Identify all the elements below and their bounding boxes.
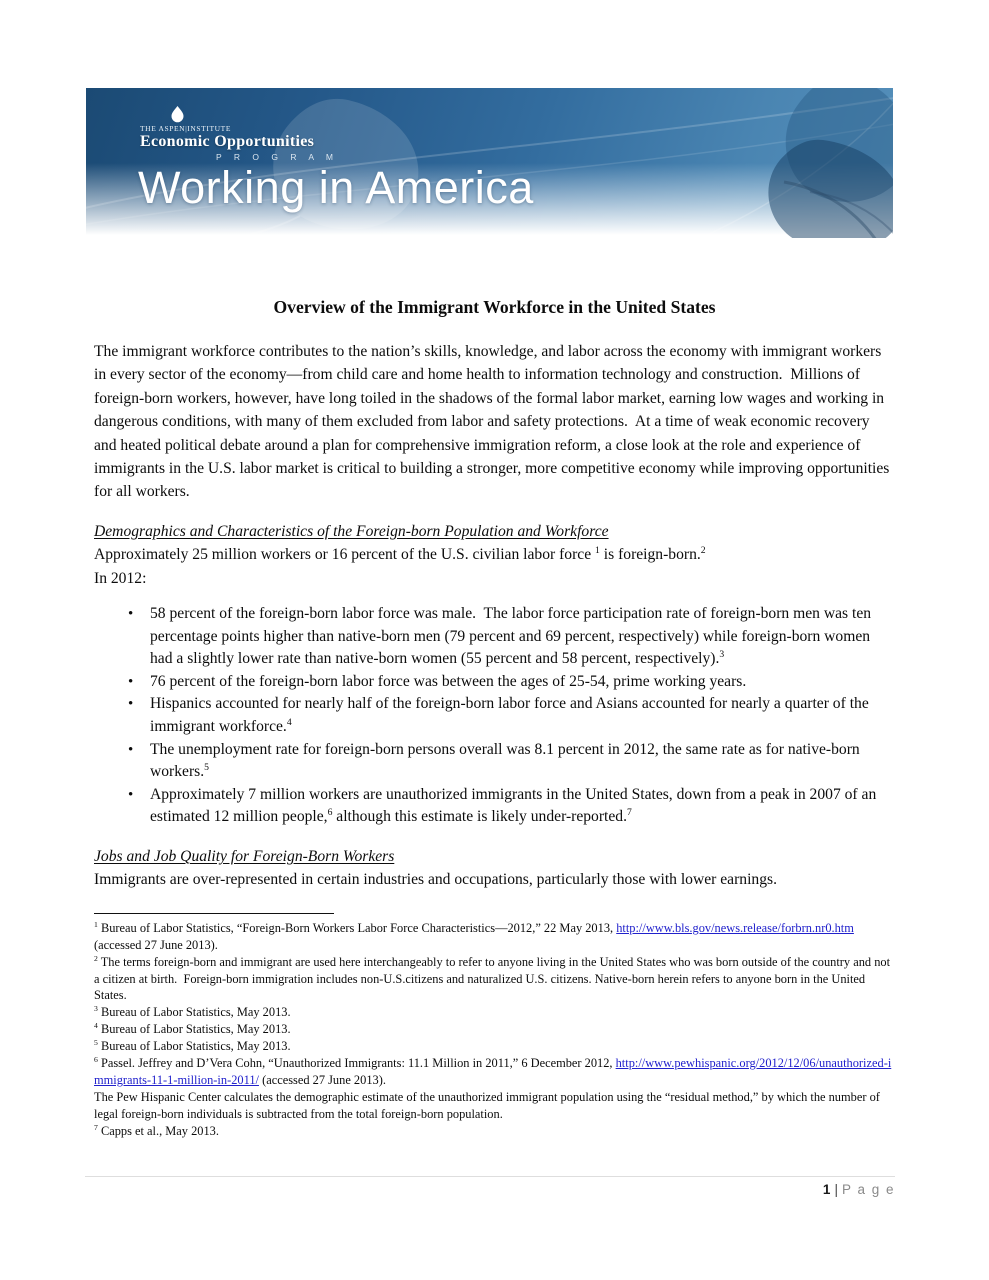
page-number: 1 — [822, 1182, 831, 1197]
logo-program-word: P R O G R A M — [216, 151, 338, 162]
footnote-reference: 2 — [700, 545, 706, 557]
section-heading-jobs: Jobs and Job Quality for Foreign-Born Workers — [94, 848, 395, 865]
list-item: • 76 percent of the foreign-born labor force was between the ages of 25-54, prime working years. — [122, 671, 895, 694]
footnote-reference: 2 — [94, 953, 98, 963]
section2-text: Immigrants are over-represented in certain industries and occupations, particularly those with lower earnings. — [94, 871, 777, 889]
footer-divider: | — [834, 1182, 838, 1197]
logo-program-name: Economic Opportunities — [140, 132, 315, 150]
footnote-reference: 6 — [94, 1054, 98, 1064]
hyperlink[interactable]: http://www.pewhispanic.org/2012/12/06/unauthorized-immigrants-11-1-million-in-2011/ — [94, 1056, 892, 1087]
banner-title: Working in America — [138, 162, 534, 213]
footnote-reference: 4 — [94, 1021, 98, 1031]
header-banner — [86, 88, 893, 238]
intro-paragraph: The immigrant workforce contributes to the nation’s skills, knowledge, and labor across the economy with immigrant workers in every sector of the economy—from child care and home health to information technology and construction. Millions of foreign-born workers, however, have long toiled in the shadows of the formal labor market, earning low wages and working in dangerous conditions, with many of them excluded from labor and safety protections. At a time of weak economic recovery and heated political debate around a plan for comprehensive immigration reform, a close look at the role and experience of immigrants in the U.S. labor market is critical to building a stronger, more competitive economy while improving opportunities for all workers. — [94, 343, 894, 501]
document-body — [94, 238, 895, 1140]
footnote-reference: 5 — [94, 1038, 98, 1048]
hyperlink[interactable]: http://www.bls.gov/news.release/forbrn.nr0.htm — [616, 920, 854, 935]
footnote-reference: 7 — [94, 1122, 98, 1132]
footnote: $^5$ Bureau of Labor Statistics, May 2013. — [94, 1038, 291, 1054]
footnote-reference: 6 — [327, 807, 333, 819]
leaf-stem — [226, 216, 300, 238]
in-2012-label: In 2012: — [94, 569, 147, 587]
page-title: Overview of the Immigrant Workforce in the United States — [273, 297, 716, 317]
section1-lead: Approximately 25 million workers or 16 percent of the U.S. civilian labor force $^1$ is foreign-born.$^2$ — [94, 545, 706, 564]
page-footer — [85, 1176, 895, 1197]
list-item: • Approximately 7 million workers are unauthorized immigrants in the United States, down from a peak in 2007 of an estimated 12 million people,$^6$ although this estimate is likely under-reported.$^7$ — [122, 784, 895, 829]
footnote-reference: 1 — [595, 545, 600, 557]
footnote: $^4$ Bureau of Labor Statistics, May 2013. — [94, 1021, 291, 1037]
footnote-reference: 5 — [204, 762, 209, 774]
footnote: $^7$ Capps et al., May 2013. — [94, 1122, 219, 1138]
footnote: $^6$ Passel. Jeffrey and D’Vera Cohn, “Unauthorized Immigrants: 11.1 Million in 2011,” 6 December 2012, http://www.pewhispanic.org/2012/12/06/unauthorized-immigrants-11-1-million-in-2011/ (accessed 27 June 2013). The Pew Hispanic Center calculates the demographic estimate of the unauthorized immigrant population using the “residual method,” by which the number of legal foreign-born individuals is subtracted from the total foreign-born population. — [94, 1054, 892, 1121]
footnote: $^1$ Bureau of Labor Statistics, “Foreign-Born Workers Labor Force Characteristics—2012,” 22 May 2013, http://www.bls.gov/news.release/forbrn.nr0.htm (accessed 27 June 2013). — [94, 919, 858, 952]
aspen-leaf-icon — [170, 106, 185, 123]
footnotes — [94, 920, 895, 1140]
footnote-reference: 1 — [94, 919, 98, 929]
list-item: • Hispanics accounted for nearly half of the foreign-born labor force and Asians accounted for nearly a quarter of the immigrant workforce.$^4$ — [122, 693, 895, 738]
list-item: • 58 percent of the foreign-born labor force was male. The labor force participation rate of foreign-born men was ten percentage points higher than native-born men (79 percent and 69 percent, respectively) while foreign-born women had a slightly lower rate than native-born women (55 percent and 58 percent, respectively).$^3$ — [122, 603, 895, 671]
footnote-reference: 7 — [627, 807, 632, 819]
footnote-separator — [94, 913, 334, 914]
footnote-reference: 3 — [719, 649, 725, 661]
footnote: $^3$ Bureau of Labor Statistics, May 2013. — [94, 1004, 291, 1020]
bullet-list — [94, 603, 895, 829]
logo-institute-label: THE ASPEN|INSTITUTE — [140, 124, 232, 133]
footnote-reference: 3 — [94, 1004, 98, 1014]
aspen-institute-logo — [140, 106, 338, 161]
footnote-reference: 4 — [286, 716, 292, 728]
footer-page-word: P a g e — [841, 1182, 895, 1197]
list-item: • The unemployment rate for foreign-born persons overall was 8.1 percent in 2012, the same rate as for native-born workers.$^5$ — [122, 739, 895, 784]
section-heading-demographics: Demographics and Characteristics of the Foreign-born Population and Workforce — [94, 522, 609, 540]
footnote: $^2$ The terms foreign-born and immigrant are used here interchangeably to refer to anyone living in the United States who was born outside of the country and not a citizen at birth. Foreign-born immigration includes non-U.S.citizens and naturalized U.S. citizens. Native-born herein refers to anyone born in the United States. — [94, 953, 894, 1003]
